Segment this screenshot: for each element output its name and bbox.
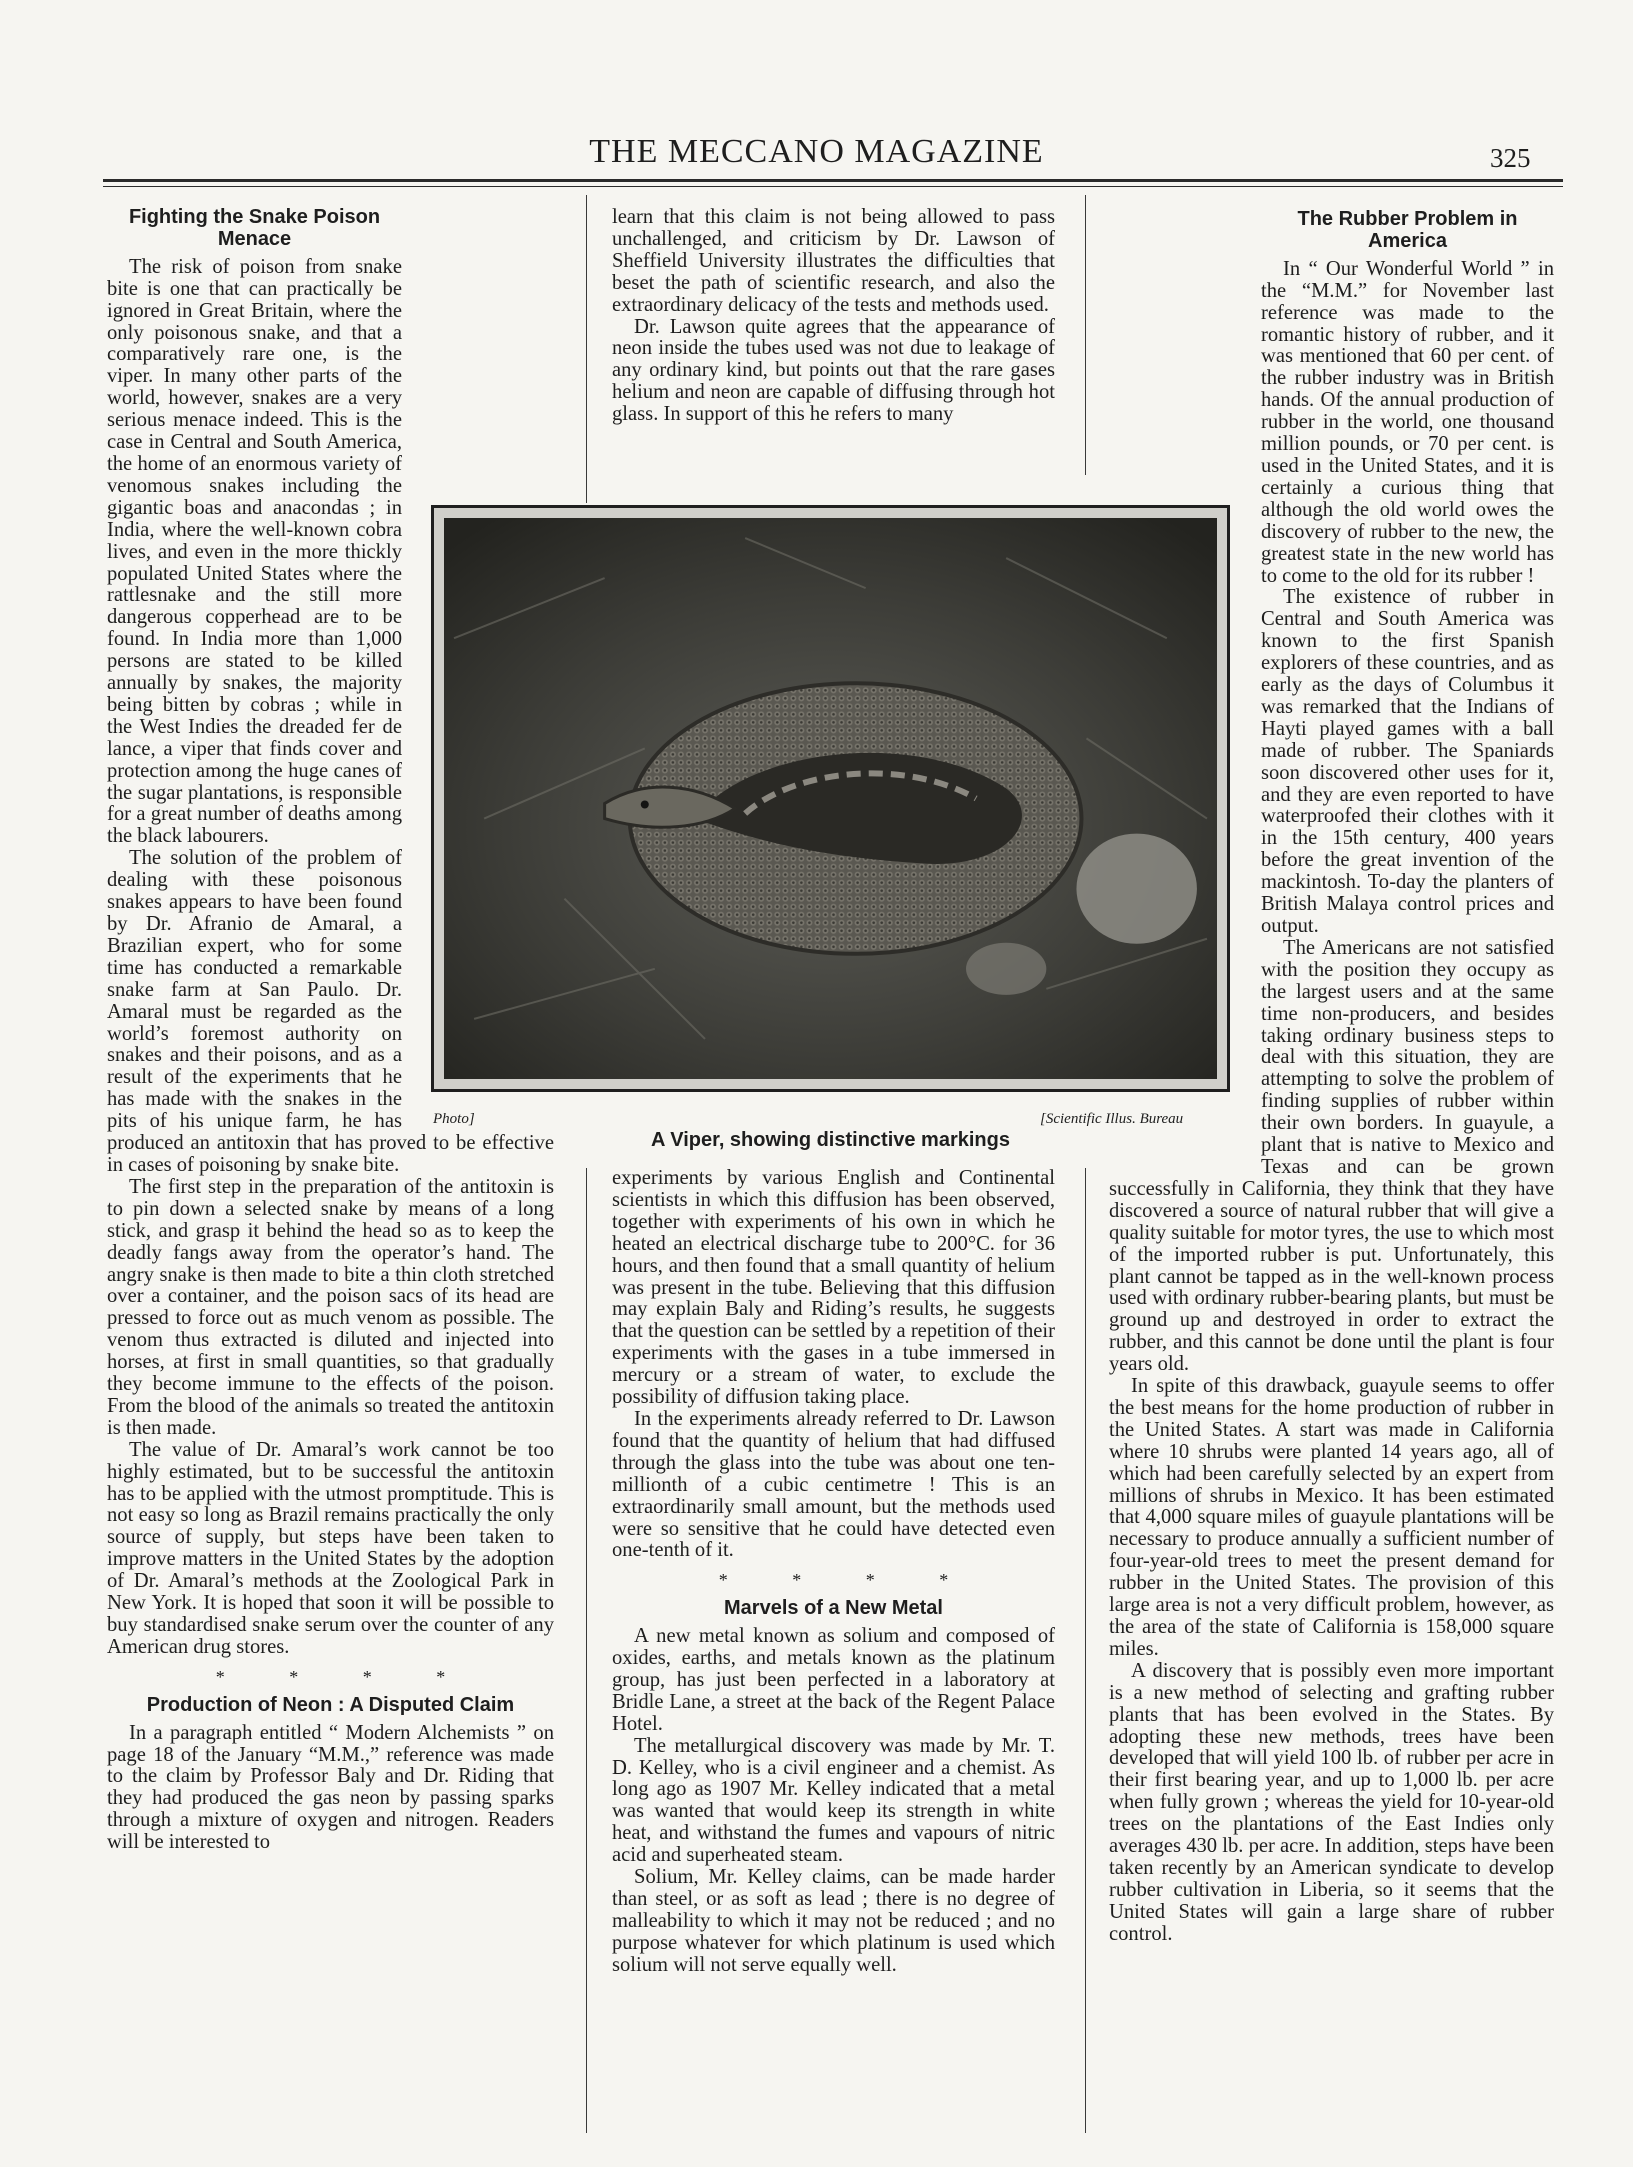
paragraph: The solution of the problem of dealing with these poisonous snakes appears to have been found by Dr. Afranio de Amaral, a Brazilian expert, who for some time has conducted a remarkable snake farm at San Paulo. Dr. Amaral must be regarded as the world’s foremost authority on snakes and their poisons, and as a result of the experiments that he has made with the snakes in the pits of his unique farm, he has produced an antitoxin that has proved to be effective in cases of poisoning by snake bite. <box>107 847 554 1176</box>
photo-wrap-spacer <box>1109 479 1261 1169</box>
column-2-top <box>612 207 1055 426</box>
header-rule <box>103 179 1563 182</box>
photo-credit-right: [Scientific Illus. Bureau <box>1040 1111 1184 1127</box>
page-number: 325 <box>1490 143 1531 173</box>
paragraph: Solium, Mr. Kelley claims, can be made harder than steel, or as soft as lead ; there is no degree of malleability to which it may not be reduced ; and no purpose whatever for which platinum is used which solium will not serve equally well. <box>612 1866 1055 1976</box>
figure-caption: A Viper, showing distinctive markings <box>651 1129 1010 1151</box>
column-divider-left <box>586 195 587 503</box>
paragraph: In the experiments already referred to Dr. Lawson found that the quantity of helium that had diffused through the glass into the tube was about one ten-millionth of a cubic centimetre ! This is an extraordinarily small amount, but the methods used were so sensitive that he could have detected even one-tenth of it. <box>612 1407 1055 1562</box>
paragraph: A new metal known as solium and composed of oxides, earths, and metals known as the platinum group, has just been perfected in a laboratory at Bridle Lane, a street at the back of the Regent Palace Hotel. <box>612 1625 1055 1735</box>
paragraph: experiments by various English and Continental scientists in which this diffusion has been observed, together with experiments of his own in which he heated an electrical discharge tube to 200°C. for 36 hours, and then found that a small quantity of helium was present in the tube. Believing that this diffusion may explain Baly and Riding’s results, he suggests that the question can be settled by a repetition of their experiments with the gases in a tube immersed in mercury or a stream of water, to exclude the possibility of diffusion taking place. <box>612 1167 1055 1409</box>
paragraph: In “ Our Wonderful World ” in the “M.M.” for November last reference was made to the romantic history of rubber, and it was mentioned that 60 per cent. of the rubber industry was in British hands. Of the annual production of rubber in the world, one thousand million pounds, or 70 per cent. is used in the United States, and it is certainly a curious thing that although the old world owes the discovery of rubber to the new, the greatest state in the new world has to come to the old for its rubber ! <box>1261 257 1554 587</box>
magazine-title: THE MECCANO MAGAZINE <box>589 133 1044 170</box>
column-1 <box>107 207 554 1854</box>
column-2-bottom <box>612 1168 1055 1977</box>
viper-illustration <box>444 518 1217 1079</box>
column-divider-right <box>1085 195 1086 475</box>
paragraph: A discovery that is possibly even more important is a new method of selecting and grafting rubber plants that has been evolved in the States. By adopting these new methods, trees have been developed that will yield 100 lb. of rubber per acre in their first bearing year, and up to 1,000 lb. per acre when fully grown ; whereas the yield for 10-year-old trees on the plantations of the East Indies only averages 430 lb. per acre. In addition, steps have been taken recently by an American syndicate to develop rubber cultivation in Liberia, so it seems that the United States will gain a large share of rubber control. <box>1109 1659 1554 1945</box>
paragraph: In spite of this drawback, guayule seems to offer the best means for the home production of rubber in the United States. A start was made in California where 10 shrubs were planted 14 years ago, all of which had been carefully selected by an expert from millions of shrubs in Mexico. It has been estimated that 4,000 square miles of guayule plantations will be necessary to produce annually a sufficient number of four-year-old trees to meet the present demand for rubber in the United States. The provision of this large area is not a very difficult problem, however, as the area of the state of California is 158,000 square miles. <box>1109 1375 1554 1660</box>
photo-wrap-spacer <box>402 477 554 1125</box>
article-heading-new-metal: Marvels of a New Metal <box>724 1597 943 1620</box>
header-rule-thin <box>103 186 1563 187</box>
paragraph: The value of Dr. Amaral’s work cannot be too highly estimated, but to be successful the antitoxin has to be applied with the utmost promptitude. This is not easy so long as Brazil remains practically the only source of supply, but steps have been taken to improve matters in the United States by the adoption of Dr. Amaral’s methods at the Zoological Park in New York. It is hoped that soon it will be possible to buy standardised snake serum over the counter of any American drug stores. <box>107 1438 554 1658</box>
paragraph: The risk of poison from snake bite is one that can practically be ignored in Great Britain, where the only poisonous snake, and that a comparatively rare one, is the viper. In many other parts of the world, however, snakes are a very serious menace indeed. This is the case in Central and South America, the home of an enormous variety of venomous snakes including the gigantic boas and anacondas ; in India, where the well-known cobra lives, and even in the more thickly populated United States where the rattlesnake and the still more dangerous copperhead are to be found. In India more than 1,000 persons are stated to be killed annually by snakes, the majority being bitten by cobras ; while in the West Indies the dreaded fer de lance, a viper that finds cover and protection among the huge canes of the sugar plantations, is responsible for a great number of deaths among the black labourers. <box>107 255 402 848</box>
article-heading-rubber: The Rubber Problem in America <box>1297 208 1518 252</box>
photo-credit-left: Photo] <box>433 1111 475 1127</box>
column-3 <box>1109 209 1554 1946</box>
column-divider-right-lower <box>1085 1168 1086 2133</box>
section-separator: * * * * <box>718 1570 979 1591</box>
paragraph: The Americans are not satisfied with the position they occupy as the largest users and at the same time non-producers, and besides taking ordinary business steps to deal with this situation, they are attempting to solve the problem of finding supplies of rubber within their own borders. In guayule, a plant that is native to Mexico and Texas and can be grown successfully in California, they think that they have discovered a source of natural rubber that will give a quality suitable for motor tyres, the use to which most of the imported rubber is put. Unfortunately, this plant cannot be tapped as in the well-known process used with ordinary rubber-bearing plants, but must be ground up and destroyed in order to extract the rubber, and this cannot be done until the plant is four years old. <box>1109 936 1554 1376</box>
paragraph: Dr. Lawson quite agrees that the appearance of neon inside the tubes used was not due to leakage of any ordinary kind, but points out that the rare gases helium and neon are capable of diffusing through hot glass. In support of this he refers to many <box>612 315 1055 426</box>
paragraph: In a paragraph entitled “ Modern Alchemists ” on page 18 of the January “M.M.,” reference was made to the claim by Professor Baly and Dr. Riding that they had produced the gas neon by passing sparks through a mixture of oxygen and nitrogen. Readers will be interested to <box>107 1721 554 1854</box>
column-divider-left-lower <box>586 1168 587 2133</box>
paragraph: learn that this claim is not being allowed to pass unchallenged, and criticism by Dr. Lawson of Sheffield University illustrates the difficulties that beset the path of scientific research, and also the extraordinary delicacy of the tests and methods used. <box>612 206 1055 316</box>
paragraph: The metallurgical discovery was made by Mr. T. D. Kelley, who is a civil engineer and a chemist. As long ago as 1907 Mr. Kelley indicated that a metal was wanted that would keep its strength in white heat, and withstand the fumes and vapours of nitric acid and superheated steam. <box>612 1734 1055 1867</box>
article-heading-snake-poison: Fighting the Snake Poison Menace <box>128 206 381 250</box>
paragraph: The first step in the preparation of the antitoxin is to pin down a selected snake by means of a long stick, and grasp it behind the head so as to keep the deadly fangs away from the operator’s hand. The angry snake is then made to bite a thin cloth stretched over a container, and the poison sacs of its head are pressed to force out as much venom as possible. The venom thus extracted is diluted and injected into horses, at first in small quantities, so that gradually they become immune to the effects of the poison. From the blood of the animals so treated the antitoxin is then made. <box>107 1175 554 1439</box>
paragraph: The existence of rubber in Central and South America was known to the first Spanish explorers of these countries, and as early as the days of Columbus it was remarked that the Indians of Hayti played games with a ball made of rubber. The Spaniards soon discovered other uses for it, and they are even reported to have waterproofed their clothes with it in the 15th century, 400 years before the great invention of the mackintosh. To-day the planters of British Malaya control prices and output. <box>1261 586 1554 937</box>
section-separator: * * * * <box>215 1666 476 1687</box>
article-heading-neon: Production of Neon : A Disputed Claim <box>146 1693 515 1716</box>
